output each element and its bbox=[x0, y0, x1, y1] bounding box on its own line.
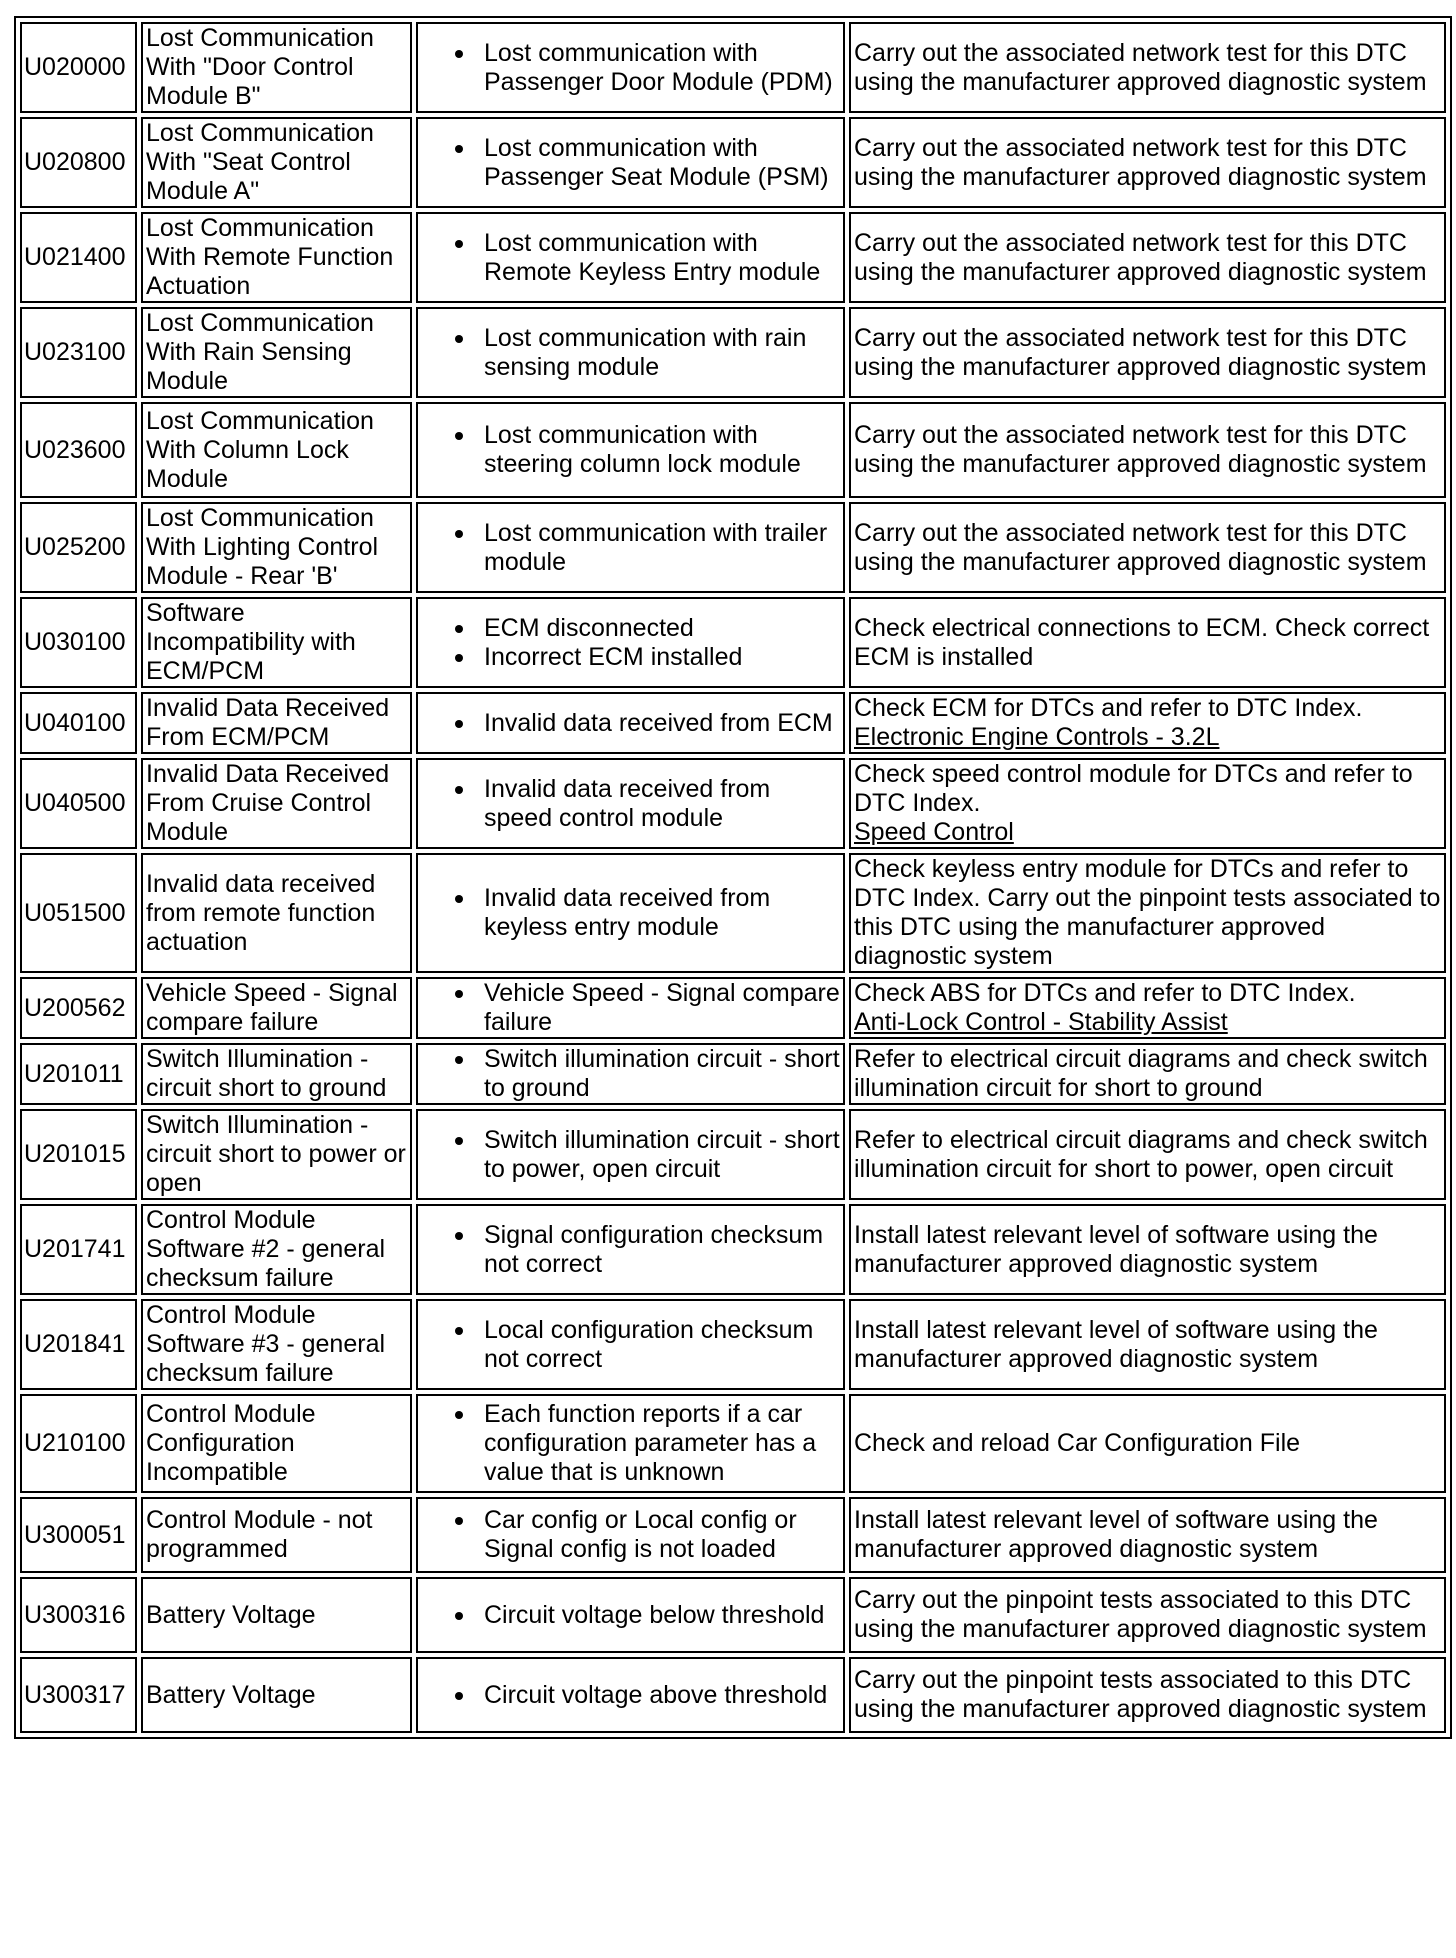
condition-item: Signal configuration checksum not correct bbox=[484, 1221, 840, 1279]
dtc-code: U201011 bbox=[20, 1043, 137, 1105]
condition-list bbox=[454, 1506, 840, 1564]
dtc-table-body bbox=[20, 22, 1446, 1733]
action-text: Check keyless entry module for DTCs and refer to DTC Index. Carry out the pinpoint tests associated to this DTC using the manufacturer approved diagnostic system bbox=[854, 855, 1441, 970]
condition-item: Local configuration checksum not correct bbox=[484, 1316, 840, 1374]
condition-list bbox=[454, 979, 840, 1037]
condition-item: Switch illumination circuit - short to ground bbox=[484, 1045, 840, 1102]
dtc-code: U040500 bbox=[20, 758, 137, 849]
action-text: Check and reload Car Configuration File bbox=[854, 1429, 1301, 1457]
action-text: Carry out the associated network test for this DTC using the manufacturer approved diagnostic system bbox=[854, 133, 1427, 191]
dtc-description: Control Module - not programmed bbox=[141, 1497, 412, 1573]
action-text: Check ECM for DTCs and refer to DTC Index. bbox=[854, 694, 1363, 722]
table-row bbox=[20, 1109, 1446, 1200]
condition-list bbox=[454, 39, 840, 97]
dtc-conditions bbox=[416, 22, 845, 113]
dtc-action bbox=[849, 307, 1446, 398]
condition-list bbox=[454, 775, 840, 833]
dtc-action bbox=[849, 402, 1446, 498]
dtc-conditions bbox=[416, 1394, 845, 1493]
action-text: Carry out the associated network test for this DTC using the manufacturer approved diagnostic system bbox=[854, 518, 1427, 576]
condition-list bbox=[454, 421, 840, 479]
table-row bbox=[20, 1577, 1446, 1653]
dtc-code: U210100 bbox=[20, 1394, 137, 1493]
condition-item: ECM disconnected bbox=[484, 614, 840, 643]
dtc-action bbox=[849, 1577, 1446, 1653]
dtc-description: Battery Voltage bbox=[141, 1657, 412, 1733]
action-text: Install latest relevant level of software using the manufacturer approved diagnostic system bbox=[854, 1220, 1378, 1278]
table-row bbox=[20, 692, 1446, 754]
dtc-action bbox=[849, 1109, 1446, 1200]
dtc-action bbox=[849, 1497, 1446, 1573]
condition-list bbox=[454, 614, 840, 672]
dtc-code: U020800 bbox=[20, 117, 137, 208]
action-text: Install latest relevant level of software using the manufacturer approved diagnostic system bbox=[854, 1506, 1378, 1563]
dtc-code: U201741 bbox=[20, 1204, 137, 1295]
table-row bbox=[20, 853, 1446, 973]
dtc-description: Lost Communication With "Seat Control Module A" bbox=[141, 117, 412, 208]
table-row bbox=[20, 1043, 1446, 1105]
dtc-description: Control Module Software #3 - general checksum failure bbox=[141, 1299, 412, 1390]
reference-link[interactable]: Electronic Engine Controls - 3.2L bbox=[854, 723, 1220, 751]
condition-list bbox=[454, 884, 840, 942]
reference-link[interactable]: Anti-Lock Control - Stability Assist bbox=[854, 1008, 1228, 1036]
dtc-action bbox=[849, 1657, 1446, 1733]
condition-list bbox=[454, 709, 840, 738]
condition-list bbox=[454, 1221, 840, 1279]
table-row bbox=[20, 758, 1446, 849]
table-row bbox=[20, 117, 1446, 208]
condition-list bbox=[454, 1316, 840, 1374]
dtc-conditions bbox=[416, 1657, 845, 1733]
dtc-action bbox=[849, 22, 1446, 113]
dtc-action bbox=[849, 1043, 1446, 1105]
condition-list bbox=[454, 1601, 840, 1630]
action-text: Check ABS for DTCs and refer to DTC Index. bbox=[854, 979, 1356, 1007]
condition-item: Lost communication with trailer module bbox=[484, 519, 840, 577]
condition-list bbox=[454, 1681, 840, 1710]
action-text: Install latest relevant level of software using the manufacturer approved diagnostic system bbox=[854, 1315, 1378, 1373]
action-text: Check electrical connections to ECM. Check correct ECM is installed bbox=[854, 613, 1430, 671]
dtc-action bbox=[849, 502, 1446, 593]
action-text: Carry out the associated network test for this DTC using the manufacturer approved diagnostic system bbox=[854, 228, 1427, 286]
dtc-conditions bbox=[416, 502, 845, 593]
condition-item: Circuit voltage above threshold bbox=[484, 1681, 840, 1710]
dtc-action bbox=[849, 853, 1446, 973]
dtc-code: U023600 bbox=[20, 402, 137, 498]
condition-list bbox=[454, 134, 840, 192]
dtc-code: U300051 bbox=[20, 1497, 137, 1573]
dtc-code: U020000 bbox=[20, 22, 137, 113]
dtc-action bbox=[849, 758, 1446, 849]
dtc-conditions bbox=[416, 597, 845, 688]
condition-item: Lost communication with Passenger Door Module (PDM) bbox=[484, 39, 840, 97]
dtc-code: U200562 bbox=[20, 977, 137, 1039]
dtc-action bbox=[849, 1299, 1446, 1390]
action-text: Check speed control module for DTCs and refer to DTC Index. bbox=[854, 760, 1413, 817]
dtc-table bbox=[14, 16, 1452, 1739]
action-text: Refer to electrical circuit diagrams and check switch illumination circuit for short to ground bbox=[854, 1045, 1428, 1102]
condition-list bbox=[454, 519, 840, 577]
table-row bbox=[20, 502, 1446, 593]
condition-item: Each function reports if a car configuration parameter has a value that is unknown bbox=[484, 1400, 840, 1487]
dtc-description: Vehicle Speed - Signal compare failure bbox=[141, 977, 412, 1039]
dtc-description: Software Incompatibility with ECM/PCM bbox=[141, 597, 412, 688]
table-row bbox=[20, 212, 1446, 303]
dtc-conditions bbox=[416, 692, 845, 754]
dtc-description: Switch Illumination - circuit short to power or open bbox=[141, 1109, 412, 1200]
table-row bbox=[20, 1657, 1446, 1733]
condition-item: Car config or Local config or Signal config is not loaded bbox=[484, 1506, 840, 1564]
dtc-action bbox=[849, 1204, 1446, 1295]
condition-item: Invalid data received from speed control module bbox=[484, 775, 840, 833]
dtc-action bbox=[849, 597, 1446, 688]
condition-item: Invalid data received from ECM bbox=[484, 709, 840, 738]
dtc-code: U201841 bbox=[20, 1299, 137, 1390]
dtc-conditions bbox=[416, 212, 845, 303]
condition-list bbox=[454, 229, 840, 287]
dtc-description: Control Module Configuration Incompatible bbox=[141, 1394, 412, 1493]
table-row bbox=[20, 307, 1446, 398]
dtc-conditions bbox=[416, 1577, 845, 1653]
dtc-action bbox=[849, 212, 1446, 303]
dtc-code: U023100 bbox=[20, 307, 137, 398]
condition-list bbox=[454, 1045, 840, 1103]
dtc-description: Battery Voltage bbox=[141, 1577, 412, 1653]
dtc-description: Lost Communication With Rain Sensing Module bbox=[141, 307, 412, 398]
table-row bbox=[20, 1299, 1446, 1390]
reference-link[interactable]: Speed Control bbox=[854, 818, 1014, 846]
action-text: Carry out the associated network test for this DTC using the manufacturer approved diagnostic system bbox=[854, 421, 1427, 478]
action-text: Carry out the pinpoint tests associated to this DTC using the manufacturer approved diagnostic system bbox=[854, 1586, 1427, 1643]
condition-item: Lost communication with rain sensing module bbox=[484, 324, 840, 382]
dtc-description: Lost Communication With Remote Function Actuation bbox=[141, 212, 412, 303]
dtc-code: U051500 bbox=[20, 853, 137, 973]
table-row bbox=[20, 597, 1446, 688]
table-row bbox=[20, 1394, 1446, 1493]
dtc-description: Lost Communication With "Door Control Module B" bbox=[141, 22, 412, 113]
dtc-code: U040100 bbox=[20, 692, 137, 754]
dtc-description: Invalid Data Received From Cruise Control Module bbox=[141, 758, 412, 849]
dtc-code: U300317 bbox=[20, 1657, 137, 1733]
dtc-code: U030100 bbox=[20, 597, 137, 688]
dtc-conditions bbox=[416, 758, 845, 849]
condition-list bbox=[454, 324, 840, 382]
table-row bbox=[20, 1497, 1446, 1573]
dtc-action bbox=[849, 692, 1446, 754]
table-row bbox=[20, 977, 1446, 1039]
condition-item: Lost communication with steering column lock module bbox=[484, 421, 840, 479]
dtc-conditions bbox=[416, 402, 845, 498]
action-text: Refer to electrical circuit diagrams and check switch illumination circuit for short to power, open circuit bbox=[854, 1125, 1428, 1183]
dtc-conditions bbox=[416, 307, 845, 398]
dtc-action bbox=[849, 1394, 1446, 1493]
dtc-code: U025200 bbox=[20, 502, 137, 593]
dtc-conditions bbox=[416, 1043, 845, 1105]
action-text: Carry out the associated network test for this DTC using the manufacturer approved diagnostic system bbox=[854, 38, 1427, 96]
dtc-conditions bbox=[416, 1299, 845, 1390]
dtc-action bbox=[849, 977, 1446, 1039]
dtc-conditions bbox=[416, 853, 845, 973]
action-text: Carry out the pinpoint tests associated to this DTC using the manufacturer approved diagnostic system bbox=[854, 1666, 1427, 1723]
dtc-code: U021400 bbox=[20, 212, 137, 303]
condition-item: Switch illumination circuit - short to power, open circuit bbox=[484, 1125, 840, 1183]
dtc-description: Lost Communication With Column Lock Module bbox=[141, 402, 412, 498]
condition-item: Lost communication with Remote Keyless Entry module bbox=[484, 229, 840, 287]
condition-list bbox=[454, 1126, 840, 1184]
dtc-conditions bbox=[416, 977, 845, 1039]
condition-item: Vehicle Speed - Signal compare failure bbox=[484, 979, 840, 1036]
dtc-code: U300316 bbox=[20, 1577, 137, 1653]
condition-item: Incorrect ECM installed bbox=[484, 643, 840, 672]
dtc-action bbox=[849, 117, 1446, 208]
condition-item: Circuit voltage below threshold bbox=[484, 1601, 840, 1630]
dtc-code: U201015 bbox=[20, 1109, 137, 1200]
action-text: Carry out the associated network test for this DTC using the manufacturer approved diagnostic system bbox=[854, 323, 1427, 381]
dtc-description: Invalid Data Received From ECM/PCM bbox=[141, 692, 412, 754]
dtc-conditions bbox=[416, 1497, 845, 1573]
condition-list bbox=[454, 1400, 840, 1487]
dtc-description: Invalid data received from remote function actuation bbox=[141, 853, 412, 973]
dtc-conditions bbox=[416, 1109, 845, 1200]
condition-item: Lost communication with Passenger Seat Module (PSM) bbox=[484, 134, 840, 192]
dtc-description: Switch Illumination - circuit short to ground bbox=[141, 1043, 412, 1105]
dtc-description: Control Module Software #2 - general checksum failure bbox=[141, 1204, 412, 1295]
table-row bbox=[20, 1204, 1446, 1295]
dtc-conditions bbox=[416, 117, 845, 208]
table-row bbox=[20, 22, 1446, 113]
dtc-description: Lost Communication With Lighting Control Module - Rear 'B' bbox=[141, 502, 412, 593]
dtc-conditions bbox=[416, 1204, 845, 1295]
table-row bbox=[20, 402, 1446, 498]
condition-item: Invalid data received from keyless entry module bbox=[484, 884, 840, 942]
